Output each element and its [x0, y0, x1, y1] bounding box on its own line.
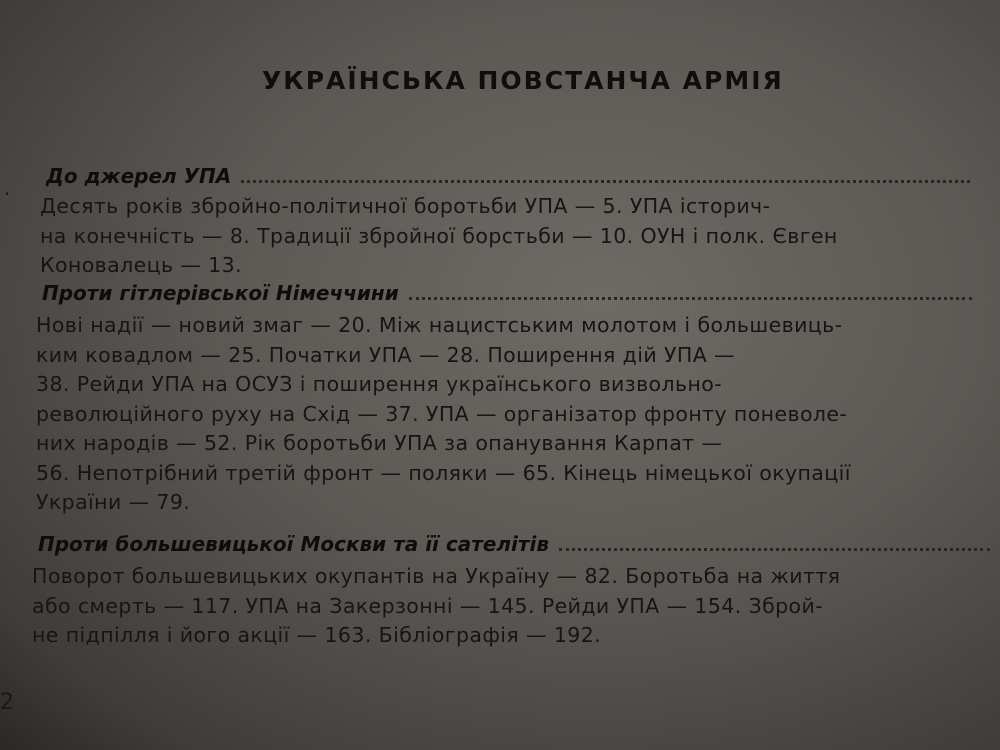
section-heading: Проти гітлерівської Німеччини — [42, 281, 399, 305]
body-line: 56. Непотрібний третій фронт — поляки — 65. Кінець німецької окупації — [36, 460, 851, 485]
toc-section-sources — [0, 164, 1000, 281]
dot-leader — [241, 180, 970, 183]
body-line: Коновалець — 13. — [40, 253, 242, 277]
body-line: не підпілля і його акції — 163. Бібліографія — 192. — [32, 623, 602, 647]
toc-heading-row — [38, 532, 990, 556]
margin-mark: . — [4, 176, 11, 200]
body-line: Поворот большевицьких окупантів на Україну — 82. Боротьба на життя — [32, 564, 841, 588]
toc-section-against-germany — [0, 281, 1000, 518]
section-body — [40, 192, 1000, 281]
body-line: них народів — 52. Рік боротьби УПА за опанування Карпат — — [36, 431, 723, 455]
section-heading: Проти большевицької Москви та її сателітів — [38, 532, 549, 556]
body-line: 38. Рейди УПА на ОСУЗ і поширення українського визвольно- — [36, 372, 723, 396]
dot-leader — [559, 548, 990, 551]
body-line: України — 79. — [36, 490, 191, 514]
body-line: Нові надії — новий змаг — 20. Між нацистським молотом і большевиць- — [36, 313, 843, 337]
toc-section-against-moscow — [0, 532, 1000, 651]
section-body — [36, 311, 1000, 518]
section-heading: До джерел УПА — [46, 164, 232, 188]
body-line: або смерть — 117. УПА на Закерзонні — 145. Рейди УПА — 154. Збрoй- — [32, 593, 824, 618]
body-line: революційного руху на Схід — 37. УПА — організатор фронту поневоле- — [36, 401, 848, 426]
dot-leader — [409, 297, 972, 300]
body-line: Десять років збройно-політичної боротьби УПА — 5. УПА історич- — [40, 194, 771, 218]
body-line: на конечність — 8. Традиції збройної борстьби — 10. ОУН і полк. Євген — [40, 223, 838, 248]
toc-heading-row — [46, 164, 970, 188]
section-body — [32, 562, 1000, 651]
body-line: ким ковадлом — 25. Початки УПА — 28. Поширення дій УПА — — [36, 342, 735, 367]
toc-heading-row — [42, 281, 972, 305]
page-number: 2 — [0, 690, 14, 715]
page-title: УКРАЇНСЬКА ПОВСТАНЧА АРМІЯ — [262, 66, 784, 95]
